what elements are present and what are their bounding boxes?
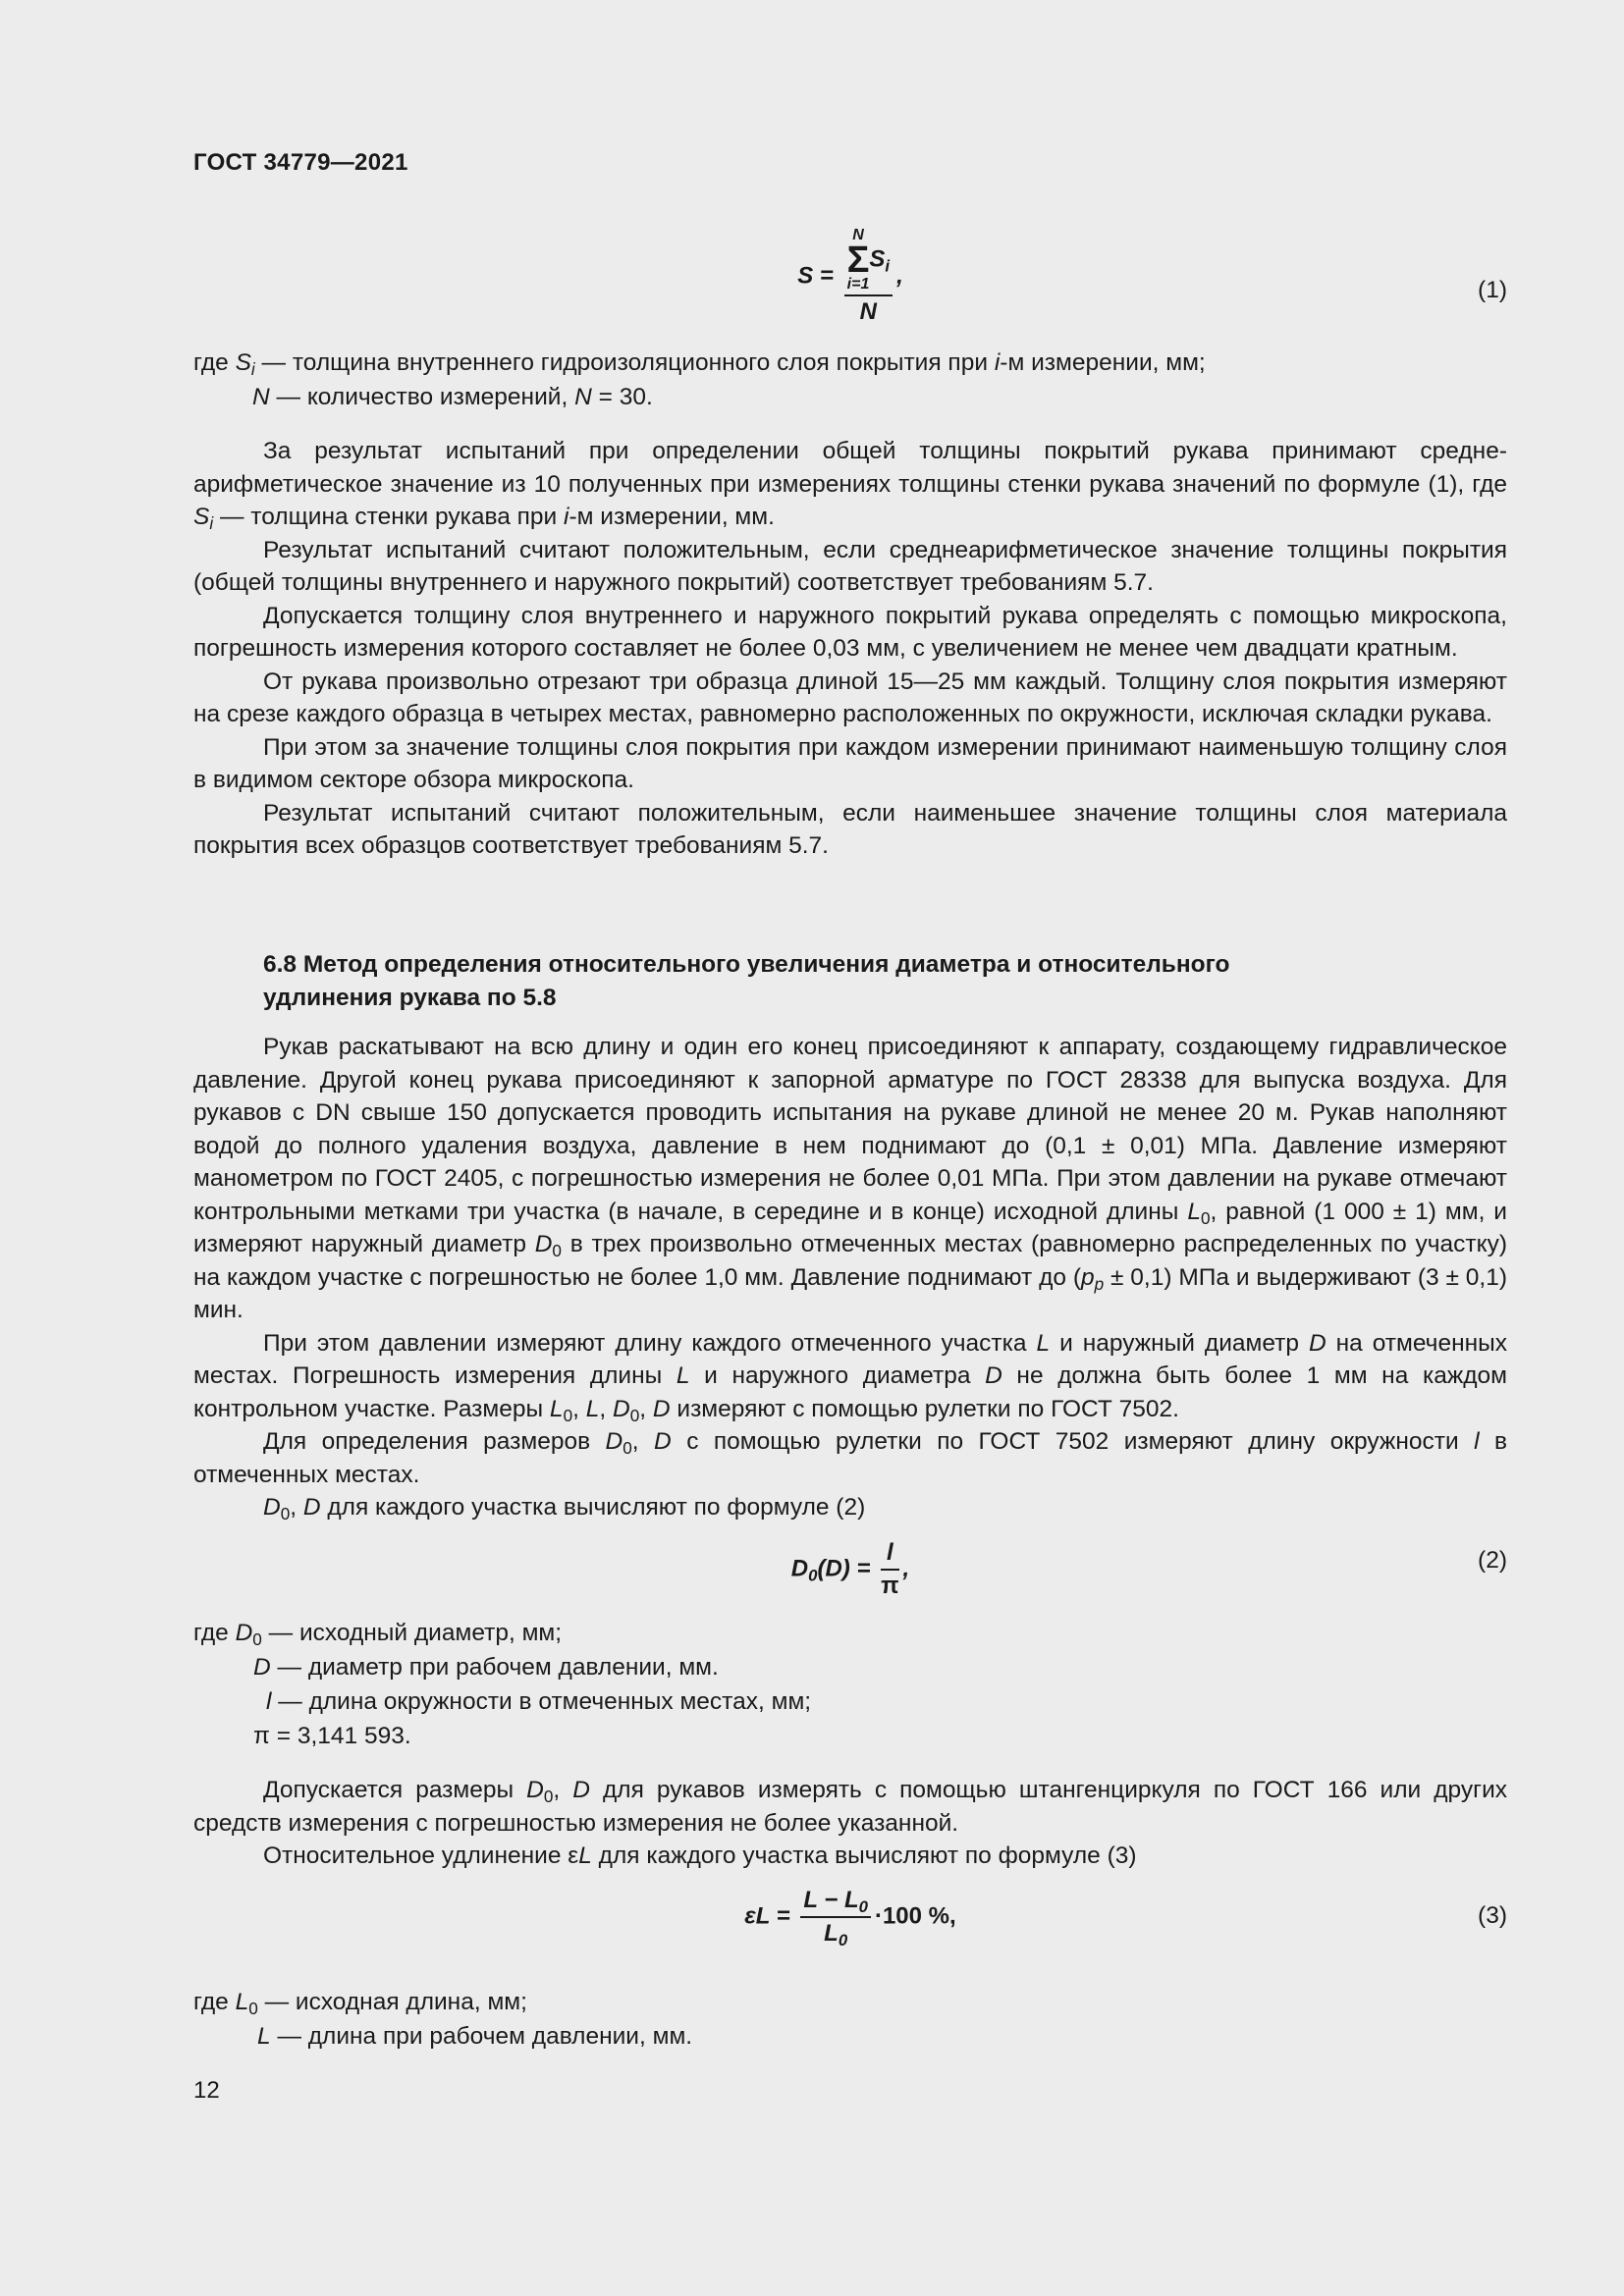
formula-3-fraction: $\frac{L - L_0}{L_0}$ (800, 1887, 871, 1948)
text-block-1 (193, 435, 1507, 863)
section-heading: 6.8 Метод определения относительного увеличения диаметра и относительного удлинения рукава по 5.8 (263, 951, 1230, 1011)
paragraph: Рукав раскатывают на всю длину и один его конец присоединяют к аппарату, создающему гидравлическое давление. Другой конец рукава присоединяют к запорной арматуре по ГОСТ 28338 для выпуска воздуха. Для рукавов с DN свыше 150 допускается проводить испытания на рукаве длиной не менее 20 м. Рукав наполняют водой до полного удаления воздуха, давление в нем поднимают до (0,1 ± 0,01) МПа. Давление измеряют манометром по ГОСТ 2405, с погрешностью измерения не более 0,01 МПа. При этом давлении на рукаве отмечают контрольными метками три участка (в начале, в середине и в конце) исходной длины $L_0$, равной (1 000 ± 1) мм, и измеряют наружный диаметр $D_0$ в трех произвольно отмеченных местах (равномерно распределенных по участку) на каждом участке с погрешностью не более 1,0 мм. Давление поднимают до $(p_p \pm 0,1)$ МПа и выдерживают (3 ± 0,1) мин. (193, 1034, 1507, 1323)
paragraph: Допускается толщину слоя внутреннего и наружного покрытий рукава определять с помощью микроскопа, погрешность измерения которого составляет не более 0,03 мм, с увеличением не менее чем двадцати кратным. (193, 602, 1507, 662)
formula-3-expression: εL = $\frac{L - L_0}{L_0}$ ·100 %, (744, 1887, 956, 1949)
formula-1-legend (193, 346, 1206, 414)
legend-row: где $S_i$ — толщина внутреннего гидроизоляционного слоя покрытия при i-м измерении, мм; (193, 349, 1206, 379)
legend-row: где $D_0$ — исходный диаметр, мм; (193, 1620, 563, 1649)
formula-1-fraction: N Σ i=1 $S_i$ N (844, 228, 893, 326)
paragraph: При этом давлении измеряют длину каждого отмеченного участка L и наружный диаметр D на отмеченных местах. Погрешность измерения длины L и наружного диаметра D не должна быть более 1 мм на каждом контрольном участке. Размеры $L_0$, L, $D_0$, D измеряют с помощью рулетки по ГОСТ 7502. (193, 1329, 1508, 1425)
formula-1-expression: S = N Σ i=1 $S_i$ N , (797, 227, 903, 325)
legend-row: N — количество измерений, N = 30. (252, 384, 653, 410)
text-block-2 (193, 1031, 1507, 1524)
formula-2-expression: $D_0(D)$ = $\frac{l}{\pi}$ , (790, 1539, 910, 1599)
paragraph: Результат испытаний считают положительным, если среднеарифметическое значение толщины покрытия (общей толщины внутреннего и наружного покрытий) соответствует требованиям 5.7. (193, 536, 1507, 596)
formula-1-number: (1) (1478, 277, 1507, 303)
paragraph: Результат испытаний считают положительным, если наименьшее значение толщины слоя материала покрытия всех образцов соответствует требованиям 5.7. (193, 799, 1507, 859)
formula-2 (193, 1539, 1507, 1608)
paragraph: Для определения размеров $D_0$, D с помощью рулетки по ГОСТ 7502 измеряют длину окружности l в отмеченных местах. (193, 1428, 1507, 1488)
paragraph: Относительное удлинение εL для каждого участка вычисляют по формуле (3) (263, 1842, 1137, 1869)
formula-3-legend (193, 1985, 692, 2054)
formula-2-legend (193, 1616, 811, 1753)
paragraph: $D_0$, D для каждого участка вычисляют по формуле (2) (263, 1494, 866, 1523)
paragraph: При этом за значение толщины слоя покрытия при каждом измерении принимают наименьшую толщину слоя в видимом секторе обзора микроскопа. (193, 733, 1507, 793)
sum-symbol: N Σ i=1 (846, 227, 870, 293)
page-number: 12 (193, 2077, 220, 2104)
document-header: ГОСТ 34779—2021 (193, 149, 408, 176)
formula-2-number: (2) (1478, 1547, 1507, 1574)
paragraph: За результат испытаний при определении общей толщины покрытий рукава принимают среднеарифметическое значение из 10 полученных при измерениях толщины стенки рукава значений по формуле (1), где $S_i$ — толщина стенки рукава при i-м измерении, мм. (193, 438, 1507, 533)
legend-row: где $L_0$ — исходная длина, мм; (193, 1989, 527, 2018)
legend-row: l — длина окружности в отмеченных местах, мм; (266, 1688, 812, 1715)
paragraph: Допускается размеры $D_0$, D для рукавов измерять с помощью штангенциркуля по ГОСТ 166 или других средств измерения с погрешностью измерения не более указанной. (193, 1777, 1508, 1837)
text-block-3 (193, 1774, 1507, 1873)
formula-1 (193, 228, 1507, 326)
paragraph: От рукава произвольно отрезают три образца длиной 15—25 мм каждый. Толщину слоя покрытия измеряют на срезе каждого образца в четырех местах, равномерно расположенных по окружности, исключая складки рукава. (193, 667, 1507, 727)
formula-3-number: (3) (1478, 1902, 1507, 1929)
formula-2-fraction: $\frac{l}{\pi}$ (881, 1539, 899, 1599)
formula-3 (193, 1887, 1507, 1965)
legend-row: D — диаметр при рабочем давлении, мм. (253, 1654, 719, 1681)
legend-row: π = 3,141 593. (253, 1723, 411, 1749)
legend-row: L — длина при рабочем давлении, мм. (257, 2023, 693, 2050)
